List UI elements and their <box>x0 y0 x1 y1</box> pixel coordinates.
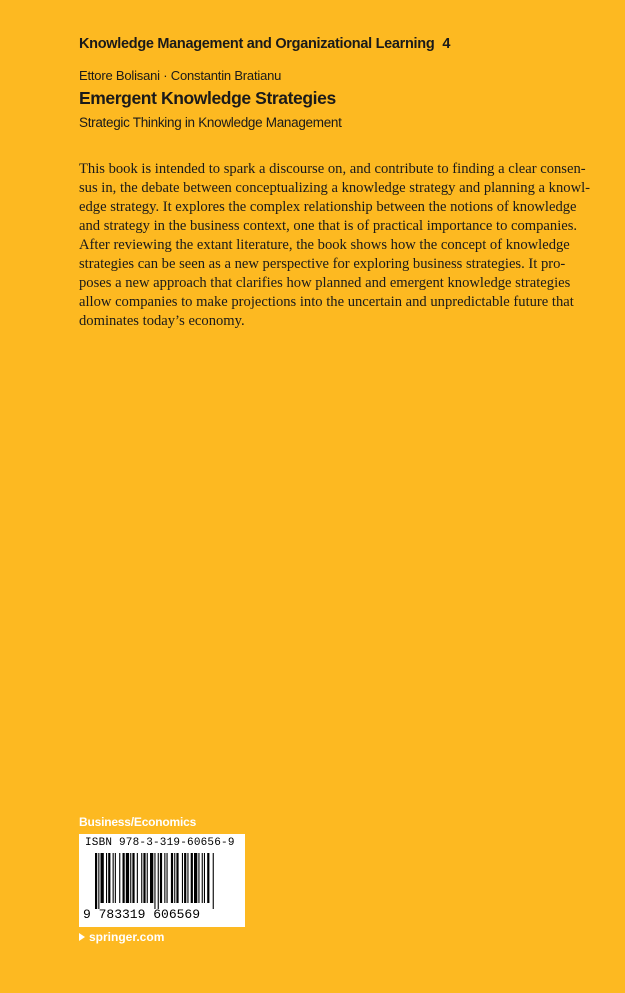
barcode-bar <box>182 853 183 903</box>
book-subtitle: Strategic Thinking in Knowledge Management <box>79 115 342 130</box>
barcode-bar <box>154 853 155 909</box>
barcode-bar <box>202 853 203 903</box>
barcode-bar <box>160 853 162 903</box>
barcode-bar <box>123 853 125 903</box>
barcode-bar <box>115 853 116 903</box>
description-line: poses a new approach that clarifies how planned and emergent knowledge strategies <box>79 275 571 291</box>
series-name: Knowledge Management and Organizational Learning <box>79 36 435 52</box>
barcode-bar <box>194 853 197 903</box>
barcode-bar <box>174 853 175 903</box>
barcode-bar <box>167 853 168 903</box>
barcode-bar <box>113 853 114 903</box>
website-url[interactable]: springer.com <box>89 930 165 944</box>
description-line: dominates today’s economy. <box>79 313 245 329</box>
barcode-bar <box>98 853 99 909</box>
barcode-bar <box>207 853 209 903</box>
description-line: allow companies to make projections into the uncertain and unpredictable future that <box>79 294 574 310</box>
book-title: Emergent Knowledge Strategies <box>79 88 336 108</box>
barcode-bar <box>108 853 110 903</box>
barcode-bar <box>119 853 120 903</box>
barcode-bar <box>191 853 193 903</box>
barcode-bar <box>137 853 138 903</box>
barcode-bar <box>101 853 104 903</box>
barcode-bar <box>95 853 97 909</box>
barcode-bar <box>213 853 214 909</box>
triangle-right-icon <box>79 933 85 941</box>
barcode-bar <box>143 853 145 903</box>
barcode-bar <box>187 853 188 903</box>
book-description <box>79 160 591 331</box>
book-authors: Ettore Bolisani · Constantin Bratianu <box>79 68 282 83</box>
description-line: and strategy in the business context, one that is of practical importance to companies. <box>79 218 578 234</box>
series-volume: 4 <box>442 36 451 52</box>
barcode-bar <box>171 853 173 903</box>
ean-digits: 9 783319 606569 <box>83 907 201 922</box>
category-label: Business/Economics <box>79 815 197 829</box>
barcode-panel <box>79 834 245 927</box>
barcode-bar <box>158 853 159 909</box>
description-line: strategies can be seen as a new perspective for exploring business strategies. It pro- <box>79 256 566 272</box>
description-line: This book is intended to spark a discourse on, and contribute to finding a clear consen- <box>79 161 586 177</box>
barcode-bar <box>106 853 107 903</box>
barcode-bar <box>176 853 178 903</box>
description-line: sus in, the debate between conceptualizing a knowledge strategy and planning a knowl- <box>79 180 591 196</box>
barcode-bar <box>150 853 153 903</box>
barcode-bar <box>132 853 134 903</box>
barcode-icon <box>83 853 241 909</box>
series-line <box>79 36 450 52</box>
barcode-bar <box>184 853 186 903</box>
barcode-bar <box>141 853 142 903</box>
barcode-bar <box>164 853 165 903</box>
barcode-bar <box>204 853 205 903</box>
barcode-bar <box>130 853 131 903</box>
publisher-website[interactable] <box>79 930 164 944</box>
description-line: After reviewing the extant literature, the book shows how the concept of knowledge <box>79 237 570 253</box>
isbn-text: ISBN 978-3-319-60656-9 <box>85 837 235 849</box>
barcode-bar <box>147 853 148 903</box>
barcode-bar <box>126 853 129 903</box>
barcode-bar <box>198 853 199 903</box>
description-line: edge strategy. It explores the complex relationship between the notions of knowledge <box>79 199 577 215</box>
